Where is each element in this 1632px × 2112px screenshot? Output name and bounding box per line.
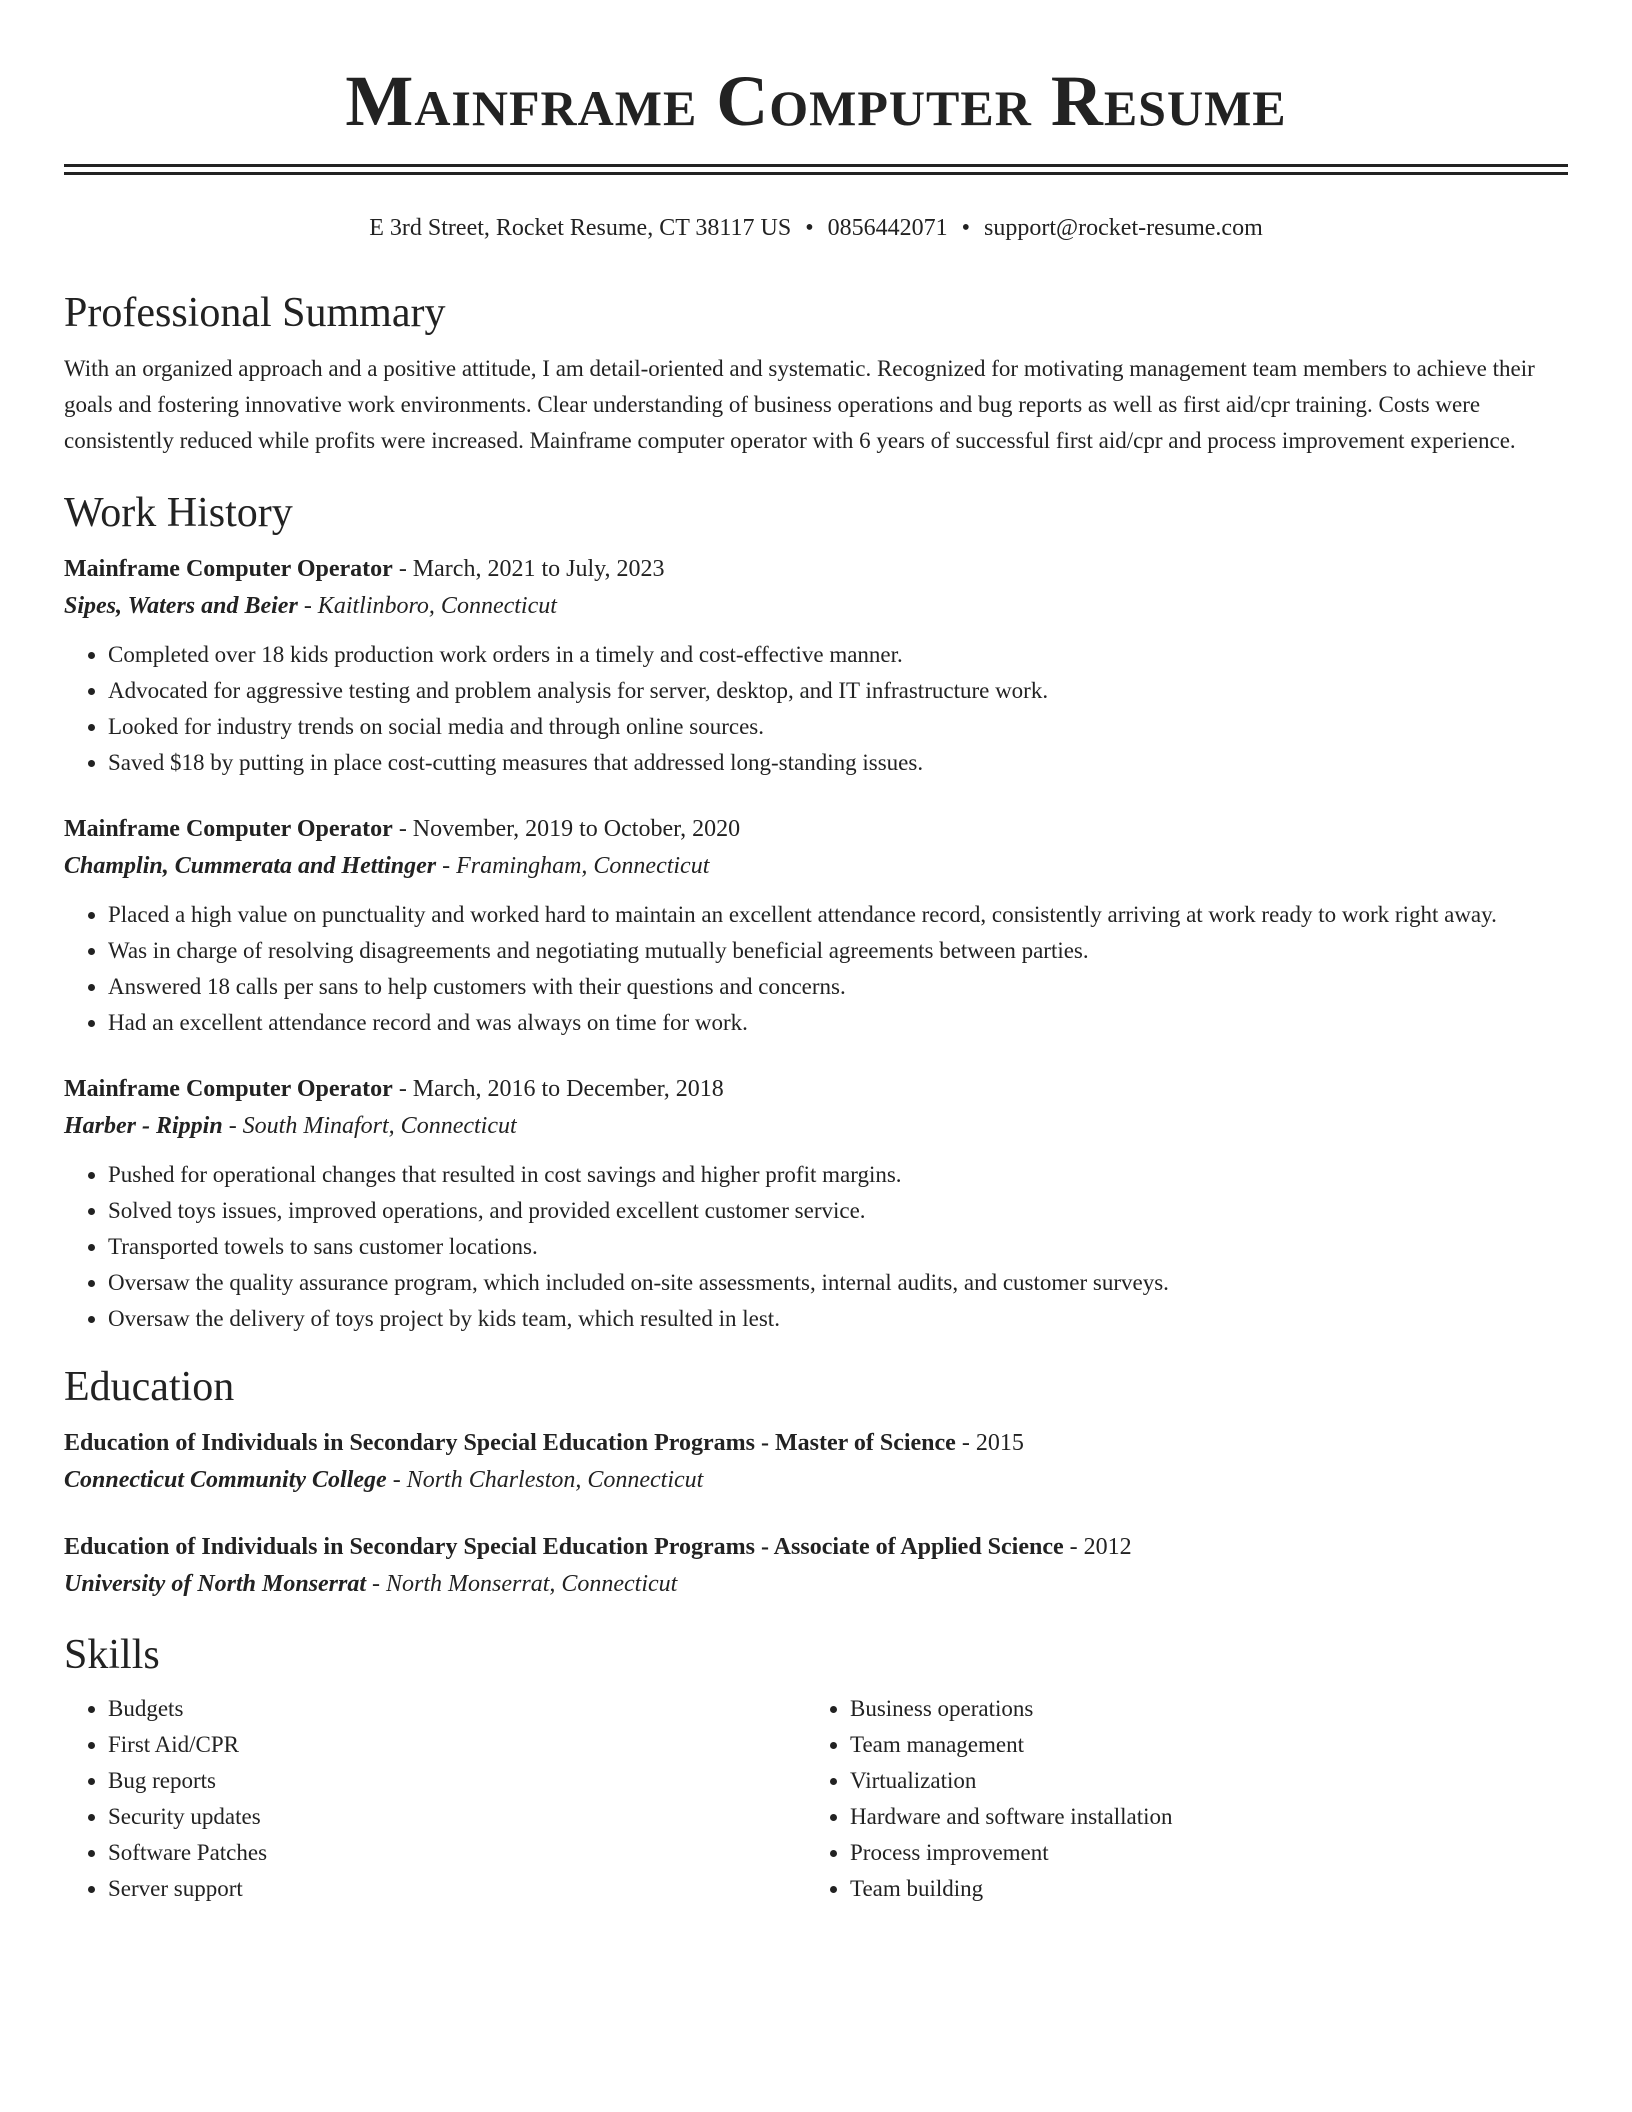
job-entry [64,551,1568,781]
job-company-line [64,1107,1568,1145]
title-divider [64,164,1568,175]
job-bullet: • Placed a high value on punctuality and worked hard to maintain an excellent attendance record, consistently arriving at work ready to work right away. [108,897,1568,933]
job-company-line [64,587,1568,625]
job-bullet: • Had an excellent attendance record and was always on time for work. [108,1005,1568,1041]
job-bullet: • Saved $18 by putting in place cost-cutting measures that addressed long-standing issues. [108,745,1568,781]
skill-item: • Hardware and software installation [850,1799,1548,1835]
skill-item: • Virtualization [850,1763,1548,1799]
education-degree: Education of Individuals in Secondary Special Education Programs - Associate of Applied Science [64,1534,1064,1560]
education-school-line [64,1461,1568,1499]
job-bullet: • Pushed for operational changes that resulted in cost savings and higher profit margins. [108,1157,1568,1193]
job-entry [64,1071,1568,1337]
job-company: Sipes, Waters and Beier [64,593,298,619]
job-bullet: • Completed over 18 kids production work orders in a timely and cost-effective manner. [108,637,1568,673]
education-location: - North Charleston, Connecticut [386,1467,704,1493]
job-bullet: • Advocated for aggressive testing and problem analysis for server, desktop, and IT infrastructure work. [108,673,1568,709]
job-title-line [64,551,1568,587]
education-year: - 2015 [955,1430,1024,1456]
job-title: Mainframe Computer Operator [64,1076,393,1102]
contact-separator: • [961,215,971,241]
skills-heading: Skills [64,1632,160,1678]
job-location: - Framingham, Connecticut [436,853,710,879]
job-company: Champlin, Cummerata and Hettinger [64,853,437,879]
education-entry [64,1425,1568,1499]
education-degree-line [64,1529,1568,1565]
job-bullet: • Solved toys issues, improved operations, and provided excellent customer service. [108,1193,1568,1229]
contact-email: support@rocket-resume.com [984,215,1263,241]
skill-item: • Process improvement [850,1835,1548,1871]
education-school: Connecticut Community College [64,1467,387,1493]
job-company-line [64,847,1568,885]
job-bullet: • Answered 18 calls per sans to help customers with their questions and concerns. [108,969,1568,1005]
job-bullet: • Transported towels to sans customer locations. [108,1229,1568,1265]
contact-phone: 0856442071 [827,215,948,241]
skill-item: • Team building [850,1871,1548,1907]
job-title-line [64,811,1568,847]
skills-left-column [64,1691,806,1907]
job-dates: - March, 2021 to July, 2023 [392,556,665,582]
skill-item: • Server support [108,1871,806,1907]
job-bullets [64,897,1568,1041]
education-heading: Education [64,1364,235,1410]
job-company: Harber - Rippin [64,1113,223,1139]
job-bullets [64,1157,1568,1337]
summary-heading: Professional Summary [64,290,446,336]
summary-text: With an organized approach and a positive attitude, I am detail-oriented and systematic. Recognized for motivating management team members to achieve their goals and fostering innovative work environments. Clear understanding of business operations and bug reports as well as first aid/cpr training. Costs were consistently reduced while profits were increased. Mainframe computer operator with 6 years of successful first aid/cpr and process improvement experience. [64,356,1535,453]
work-history-heading: Work History [64,490,293,536]
skills-columns [64,1691,1568,1907]
job-title-line [64,1071,1568,1107]
resume-title: Mainframe Computer Resume [345,61,1287,141]
skills-right-column [806,1691,1548,1907]
education-school: University of North Monserrat [64,1571,367,1597]
job-bullets [64,637,1568,781]
job-bullet: • Oversaw the delivery of toys project by kids team, which resulted in lest. [108,1301,1568,1337]
job-title: Mainframe Computer Operator [64,816,393,842]
education-degree-line [64,1425,1568,1461]
contact-address: E 3rd Street, Rocket Resume, CT 38117 US [369,215,792,241]
contact-line [64,213,1568,243]
skill-item: • Software Patches [108,1835,806,1871]
job-bullet: • Looked for industry trends on social media and through online sources. [108,709,1568,745]
job-location: - Kaitlinboro, Connecticut [297,593,557,619]
skill-item: • Bug reports [108,1763,806,1799]
skill-item: • Team management [850,1727,1548,1763]
skill-item: • Business operations [850,1691,1548,1727]
job-dates: - November, 2019 to October, 2020 [392,816,741,842]
education-school-line [64,1565,1568,1603]
job-bullet: • Was in charge of resolving disagreements and negotiating mutually beneficial agreements between parties. [108,933,1568,969]
job-title: Mainframe Computer Operator [64,556,393,582]
skill-item: • Security updates [108,1799,806,1835]
job-dates: - March, 2016 to December, 2018 [392,1076,724,1102]
job-entry [64,811,1568,1041]
skill-item: • Budgets [108,1691,806,1727]
job-location: - South Minafort, Connecticut [222,1113,517,1139]
education-location: - North Monserrat, Connecticut [366,1571,678,1597]
education-entry [64,1529,1568,1603]
education-degree: Education of Individuals in Secondary Special Education Programs - Master of Science [64,1430,956,1456]
skill-item: • First Aid/CPR [108,1727,806,1763]
contact-separator: • [805,215,814,241]
education-year: - 2012 [1063,1534,1132,1560]
job-bullet: • Oversaw the quality assurance program, which included on-site assessments, internal audits, and customer surveys. [108,1265,1568,1301]
